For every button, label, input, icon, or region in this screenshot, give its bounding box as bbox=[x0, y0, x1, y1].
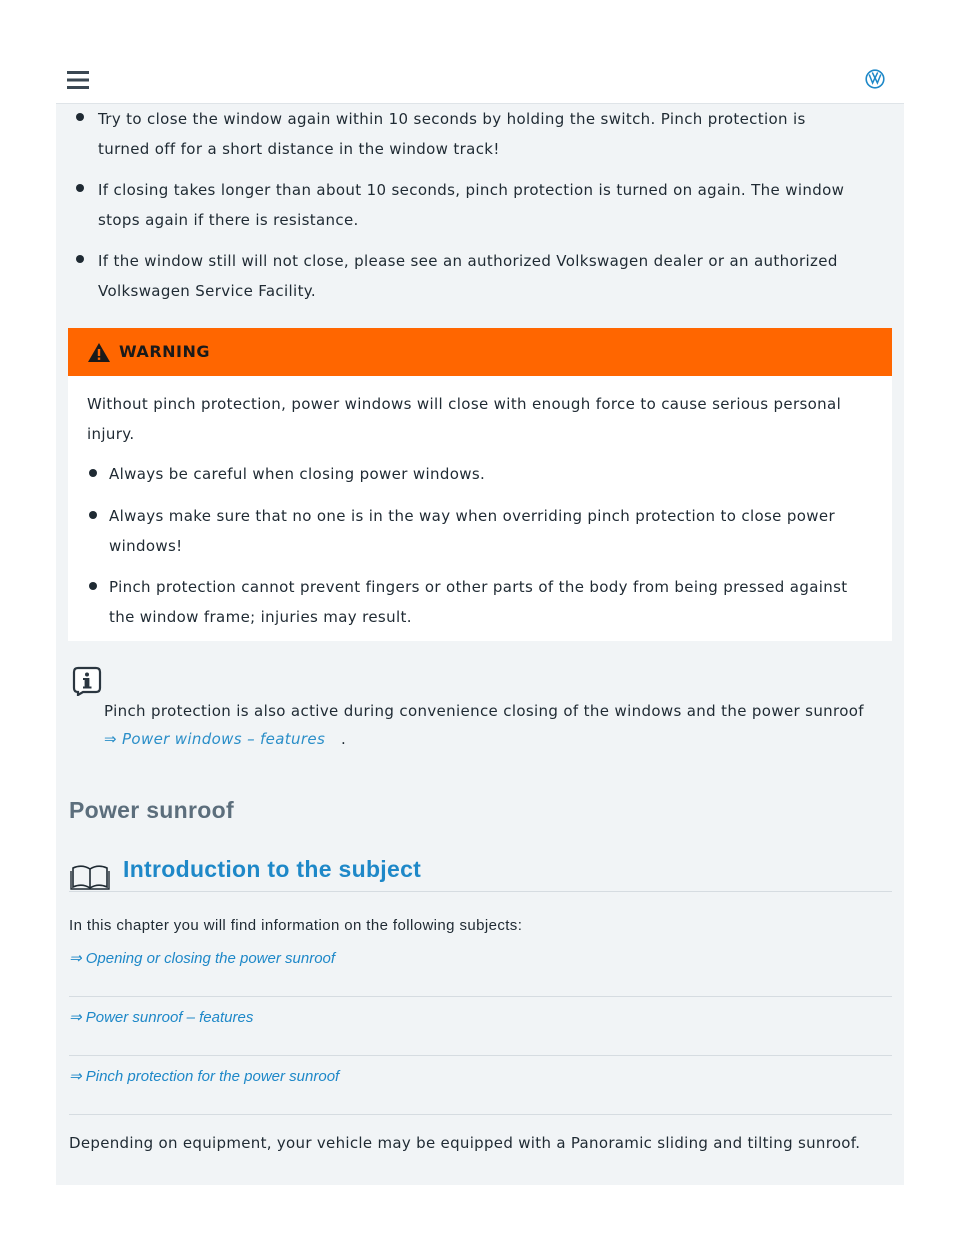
warning-title: WARNING bbox=[119, 342, 210, 361]
opening-closing-sunroof-link[interactable]: ⇒ Opening or closing the power sunroof bbox=[69, 950, 336, 967]
toc-item bbox=[69, 938, 892, 997]
power-sunroof-features-link[interactable]: ⇒ Power sunroof – features bbox=[69, 1009, 254, 1026]
vw-logo-icon[interactable] bbox=[865, 69, 885, 89]
subject-title: Introduction to the subject bbox=[123, 856, 422, 882]
menu-icon[interactable] bbox=[67, 71, 89, 89]
warning-header bbox=[68, 328, 892, 376]
info-icon bbox=[72, 666, 102, 696]
note-period: . bbox=[341, 730, 346, 748]
section-title: Power sunroof bbox=[69, 797, 234, 823]
book-icon bbox=[70, 864, 110, 890]
list-item: If closing takes longer than about 10 seconds, pinch protection is turned on again. The window stops again if there is resistance. bbox=[98, 175, 878, 235]
warning-triangle-icon bbox=[87, 342, 111, 363]
top-bar bbox=[56, 55, 904, 104]
list-item: Always make sure that no one is in the way when overriding pinch protection to close power windows! bbox=[109, 501, 874, 561]
warning-box bbox=[68, 328, 892, 641]
warning-text: Without pinch protection, power windows will close with enough force to cause serious personal injury. bbox=[87, 395, 842, 443]
chapter-intro-text: In this chapter you will find information on the following subjects: bbox=[69, 917, 523, 934]
list-item: Pinch protection cannot prevent fingers or other parts of the body from being pressed against the window frame; injuries may result. bbox=[109, 572, 874, 632]
toc-item bbox=[69, 997, 892, 1056]
equipment-note-text: Depending on equipment, your vehicle may be equipped with a Panoramic sliding and tilting sunroof. bbox=[69, 1134, 861, 1152]
subject-divider bbox=[69, 891, 892, 892]
list-item: If the window still will not close, please see an authorized Volkswagen dealer or an authorized Volkswagen Service Facility. bbox=[98, 246, 878, 306]
power-windows-features-link[interactable]: ⇒ Power windows – features bbox=[104, 730, 326, 748]
list-item: Try to close the window again within 10 seconds by holding the switch. Pinch protection is turned off for a short distance in the window track! bbox=[98, 104, 878, 164]
list-item: Always be careful when closing power windows. bbox=[109, 459, 874, 489]
pinch-protection-sunroof-link[interactable]: ⇒ Pinch protection for the power sunroof bbox=[69, 1068, 340, 1085]
note-text: Pinch protection is also active during convenience closing of the windows and the power sunroof bbox=[104, 702, 864, 720]
content-area bbox=[56, 104, 904, 1185]
toc-item bbox=[69, 1056, 892, 1115]
